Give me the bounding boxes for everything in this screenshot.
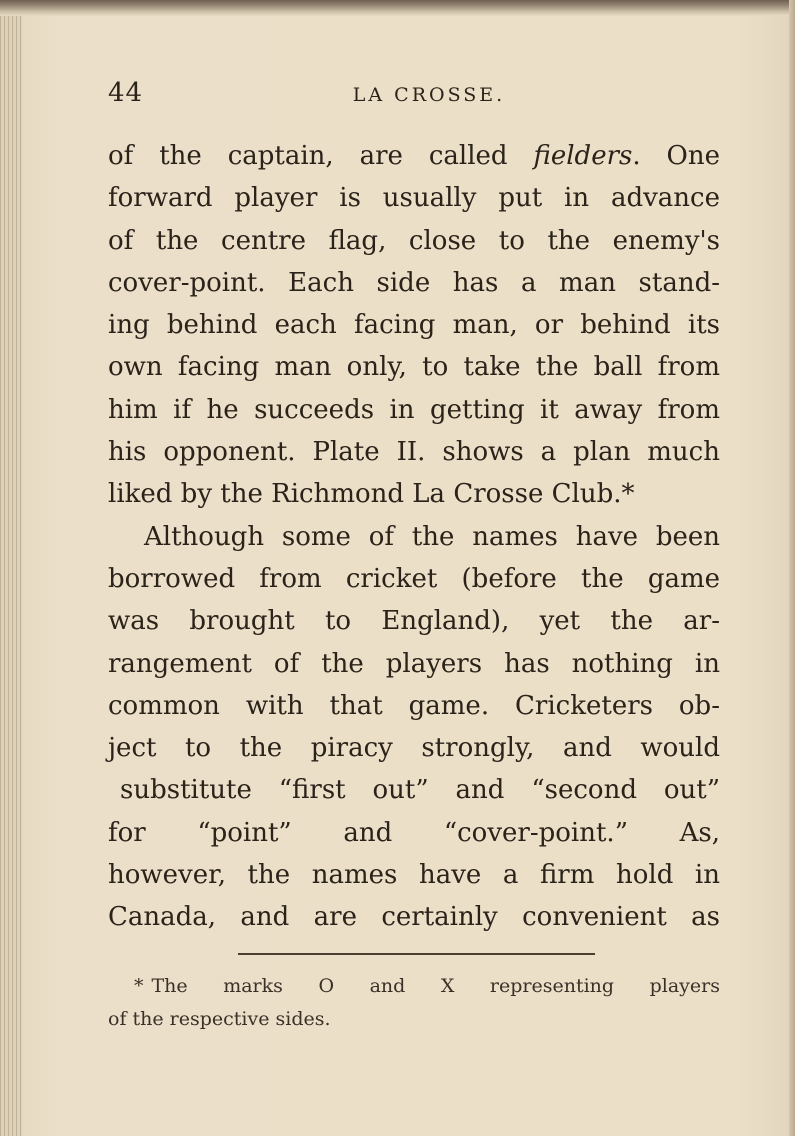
text-line: however, the names have a firm hold in (108, 860, 720, 891)
footnote-text: The marks O and X representing players (151, 975, 720, 997)
text-line: borrowed from cricket (before the game (108, 563, 720, 594)
text-line: ject to the piracy strongly, and would (108, 733, 720, 764)
page-number: 44 (108, 78, 144, 108)
text-line: ing behind each facing man, or behind its (108, 310, 720, 341)
page-right-edge (789, 0, 795, 1136)
text-line: Although some of the names have been (144, 521, 720, 552)
binding-spine (0, 16, 22, 1136)
text-fragment: of the captain, are called (108, 141, 534, 171)
footnote-rule (238, 953, 595, 955)
text-line: for “point” and “cover-point.” As, (108, 817, 720, 848)
text-line: of the centre flag, close to the enemy's (108, 225, 720, 256)
text-fragment: . One (632, 141, 720, 171)
text-line: substitute “first out” and “second out” (120, 775, 720, 806)
text-line: his opponent. Plate II. shows a plan much (108, 437, 720, 468)
text-line: Canada, and are certainly convenient as (108, 902, 720, 933)
body-text (108, 135, 720, 939)
page-top-edge (0, 0, 795, 16)
text-line: forward player is usually put in advance (108, 183, 720, 214)
italic-term: fielders (533, 141, 633, 171)
footnote (108, 970, 720, 1036)
footnote-line (108, 970, 720, 1003)
text-line: was brought to England), yet the ar- (108, 606, 720, 637)
text-line: own facing man only, to take the ball from (108, 352, 720, 383)
text-line: liked by the Richmond La Crosse Club.* (108, 479, 635, 510)
text-line: rangement of the players has nothing in (108, 648, 720, 679)
text-line: cover-point. Each side has a man stand- (108, 267, 720, 298)
text-line: him if he succeeds in getting it away from (108, 394, 720, 425)
footnote-line: of the respective sides. (108, 1008, 331, 1030)
running-title: LA CROSSE. (352, 84, 506, 106)
running-head (108, 78, 720, 114)
footnote-marker: * (134, 975, 144, 997)
text-line (108, 135, 720, 177)
text-line: common with that game. Cricketers ob- (108, 690, 720, 721)
